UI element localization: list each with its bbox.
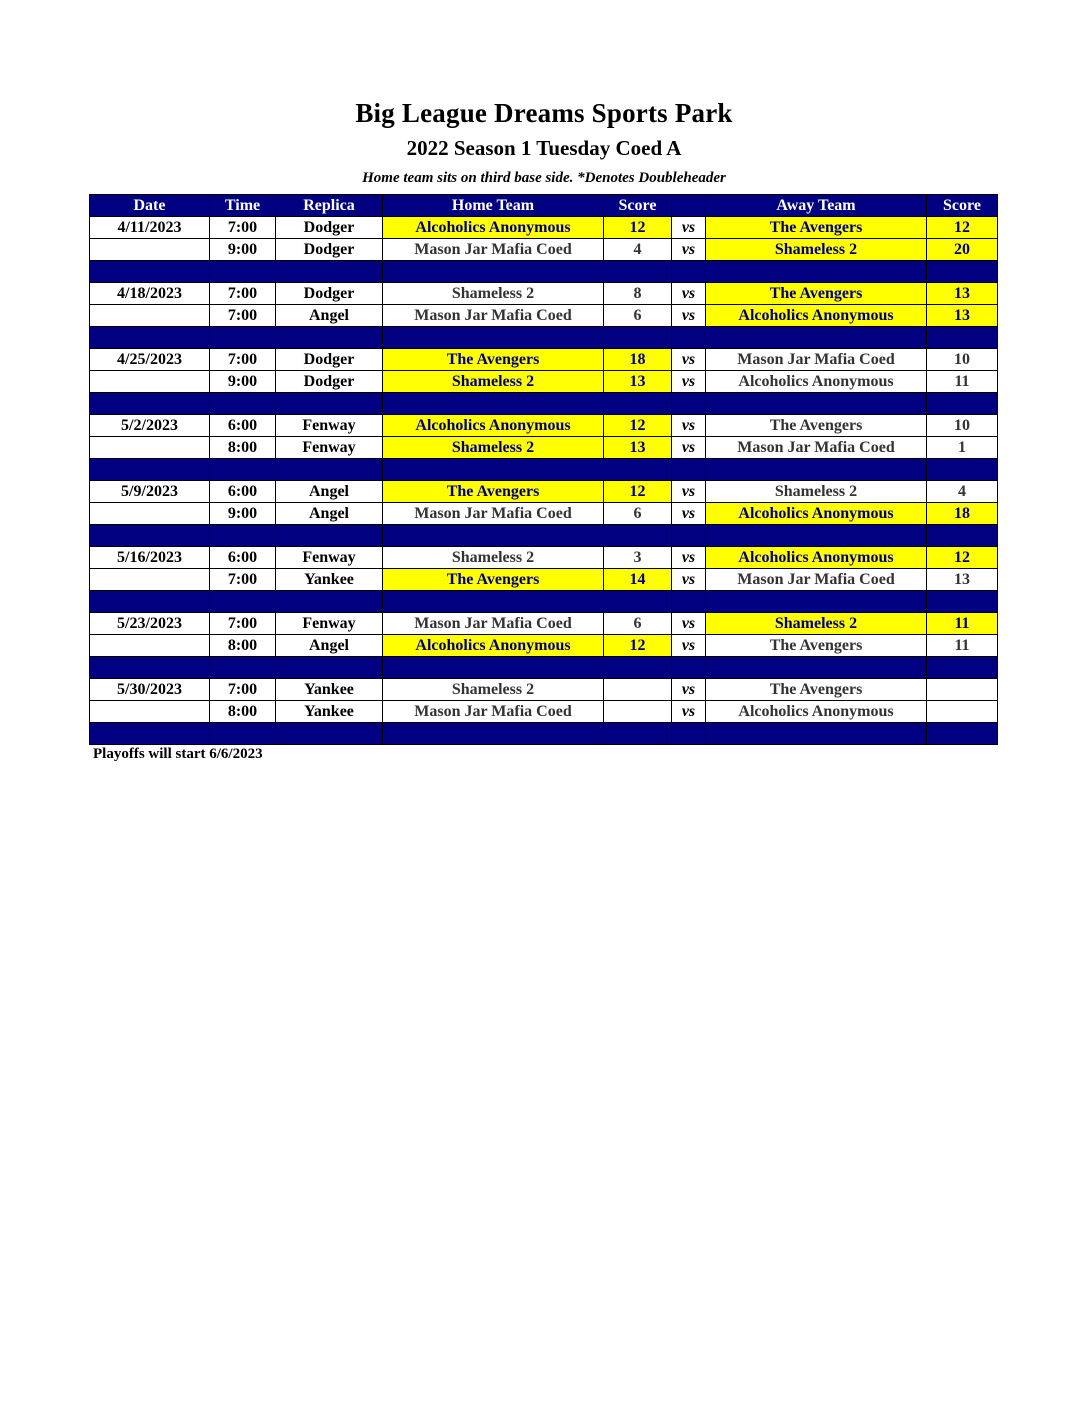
separator-cell — [383, 723, 604, 745]
date-cell — [90, 635, 210, 657]
separator-cell — [672, 657, 706, 679]
time-cell: 7:00 — [210, 217, 276, 239]
game-row — [90, 503, 998, 525]
week-separator-row — [90, 327, 998, 349]
away-score-cell: 4 — [927, 481, 998, 503]
separator-cell — [927, 723, 998, 745]
game-row — [90, 569, 998, 591]
date-cell: 5/23/2023 — [90, 613, 210, 635]
replica-cell: Yankee — [276, 701, 383, 723]
separator-cell — [276, 525, 383, 547]
home-score-cell: 14 — [604, 569, 672, 591]
away-score-cell — [927, 701, 998, 723]
home-team-cell: Alcoholics Anonymous — [383, 415, 604, 437]
vs-cell: vs — [672, 679, 706, 701]
separator-cell — [672, 591, 706, 613]
vs-cell: vs — [672, 569, 706, 591]
separator-cell — [672, 459, 706, 481]
replica-cell: Fenway — [276, 547, 383, 569]
home-team-cell: The Avengers — [383, 481, 604, 503]
separator-cell — [90, 459, 210, 481]
home-team-cell: Shameless 2 — [383, 283, 604, 305]
schedule-body — [90, 217, 998, 745]
away-team-cell: Alcoholics Anonymous — [706, 701, 927, 723]
separator-cell — [90, 591, 210, 613]
page-title: Big League Dreams Sports Park — [355, 98, 733, 128]
date-cell: 4/25/2023 — [90, 349, 210, 371]
date-cell — [90, 437, 210, 459]
replica-cell: Dodger — [276, 239, 383, 261]
separator-cell — [706, 327, 927, 349]
separator-cell — [604, 261, 672, 283]
home-score-cell: 12 — [604, 481, 672, 503]
home-score-cell — [604, 701, 672, 723]
away-score-cell: 11 — [927, 613, 998, 635]
game-row — [90, 679, 998, 701]
week-separator-row — [90, 657, 998, 679]
time-cell: 7:00 — [210, 569, 276, 591]
separator-cell — [706, 261, 927, 283]
home-score-cell: 13 — [604, 371, 672, 393]
separator-cell — [706, 525, 927, 547]
away-team-cell: The Avengers — [706, 415, 927, 437]
home-team-cell: Alcoholics Anonymous — [383, 635, 604, 657]
away-score-cell: 20 — [927, 239, 998, 261]
date-cell — [90, 701, 210, 723]
home-score-cell: 6 — [604, 613, 672, 635]
away-score-cell: 13 — [927, 283, 998, 305]
separator-cell — [90, 525, 210, 547]
game-row — [90, 437, 998, 459]
away-team-cell: Shameless 2 — [706, 481, 927, 503]
week-separator-row — [90, 591, 998, 613]
away-score-cell: 1 — [927, 437, 998, 459]
separator-cell — [604, 723, 672, 745]
away-team-cell: The Avengers — [706, 679, 927, 701]
separator-cell — [706, 393, 927, 415]
vs-cell: vs — [672, 349, 706, 371]
replica-cell: Fenway — [276, 415, 383, 437]
separator-cell — [383, 393, 604, 415]
away-team-cell: The Avengers — [706, 217, 927, 239]
game-row — [90, 635, 998, 657]
replica-cell: Yankee — [276, 569, 383, 591]
time-cell: 8:00 — [210, 437, 276, 459]
home-score-cell: 8 — [604, 283, 672, 305]
time-cell: 7:00 — [210, 679, 276, 701]
separator-cell — [672, 525, 706, 547]
date-cell: 5/30/2023 — [90, 679, 210, 701]
separator-cell — [604, 525, 672, 547]
separator-cell — [210, 657, 276, 679]
time-cell: 7:00 — [210, 349, 276, 371]
separator-cell — [276, 393, 383, 415]
vs-cell: vs — [672, 437, 706, 459]
separator-cell — [90, 327, 210, 349]
game-row — [90, 217, 998, 239]
time-cell: 7:00 — [210, 283, 276, 305]
game-row — [90, 481, 998, 503]
playoffs-note: Playoffs will start 6/6/2023 — [93, 746, 263, 762]
home-team-cell: Shameless 2 — [383, 371, 604, 393]
time-cell: 8:00 — [210, 635, 276, 657]
separator-cell — [210, 327, 276, 349]
home-team-cell: Mason Jar Mafia Coed — [383, 239, 604, 261]
home-score-cell: 18 — [604, 349, 672, 371]
separator-cell — [90, 657, 210, 679]
separator-cell — [706, 459, 927, 481]
away-score-cell: 11 — [927, 371, 998, 393]
separator-cell — [276, 327, 383, 349]
date-cell — [90, 239, 210, 261]
separator-cell — [276, 723, 383, 745]
home-score-cell: 12 — [604, 217, 672, 239]
time-cell: 7:00 — [210, 305, 276, 327]
game-row — [90, 415, 998, 437]
time-cell: 9:00 — [210, 239, 276, 261]
replica-cell: Yankee — [276, 679, 383, 701]
date-cell: 5/9/2023 — [90, 481, 210, 503]
replica-cell: Dodger — [276, 349, 383, 371]
separator-cell — [383, 261, 604, 283]
separator-cell — [210, 261, 276, 283]
separator-cell — [383, 459, 604, 481]
separator-cell — [927, 261, 998, 283]
vs-cell: vs — [672, 283, 706, 305]
separator-cell — [672, 261, 706, 283]
date-cell — [90, 371, 210, 393]
replica-cell: Dodger — [276, 371, 383, 393]
separator-cell — [927, 393, 998, 415]
separator-cell — [383, 525, 604, 547]
date-cell: 5/2/2023 — [90, 415, 210, 437]
away-score-cell: 10 — [927, 415, 998, 437]
vs-cell: vs — [672, 701, 706, 723]
separator-cell — [604, 657, 672, 679]
time-cell: 7:00 — [210, 613, 276, 635]
home-score-cell: 4 — [604, 239, 672, 261]
home-score-cell: 3 — [604, 547, 672, 569]
away-team-cell: Mason Jar Mafia Coed — [706, 349, 927, 371]
date-cell — [90, 569, 210, 591]
date-cell: 4/11/2023 — [90, 217, 210, 239]
schedule-note: Home team sits on third base side. *Denotes Doubleheader — [362, 170, 726, 186]
home-score-cell: 12 — [604, 415, 672, 437]
vs-cell: vs — [672, 481, 706, 503]
time-cell: 8:00 — [210, 701, 276, 723]
col-header-away-score: Score — [927, 195, 998, 217]
time-cell: 9:00 — [210, 371, 276, 393]
header-row — [90, 195, 998, 217]
time-cell: 6:00 — [210, 547, 276, 569]
separator-cell — [927, 327, 998, 349]
away-score-cell: 11 — [927, 635, 998, 657]
separator-cell — [90, 723, 210, 745]
replica-cell: Dodger — [276, 283, 383, 305]
home-team-cell: Mason Jar Mafia Coed — [383, 503, 604, 525]
separator-cell — [604, 327, 672, 349]
separator-cell — [927, 525, 998, 547]
game-row — [90, 349, 998, 371]
replica-cell: Angel — [276, 503, 383, 525]
game-row — [90, 283, 998, 305]
away-score-cell: 10 — [927, 349, 998, 371]
separator-cell — [383, 327, 604, 349]
vs-cell: vs — [672, 613, 706, 635]
separator-cell — [383, 657, 604, 679]
separator-cell — [706, 657, 927, 679]
separator-cell — [90, 393, 210, 415]
away-team-cell: Shameless 2 — [706, 239, 927, 261]
week-separator-row — [90, 525, 998, 547]
replica-cell: Fenway — [276, 613, 383, 635]
col-header-replica: Replica — [276, 195, 383, 217]
game-row — [90, 305, 998, 327]
away-score-cell: 18 — [927, 503, 998, 525]
page-subtitle: 2022 Season 1 Tuesday Coed A — [406, 136, 682, 160]
home-score-cell: 13 — [604, 437, 672, 459]
separator-cell — [210, 393, 276, 415]
away-score-cell: 13 — [927, 305, 998, 327]
separator-cell — [672, 393, 706, 415]
week-separator-row — [90, 261, 998, 283]
home-team-cell: Mason Jar Mafia Coed — [383, 613, 604, 635]
replica-cell: Dodger — [276, 217, 383, 239]
replica-cell: Angel — [276, 635, 383, 657]
separator-cell — [706, 591, 927, 613]
vs-cell: vs — [672, 305, 706, 327]
home-score-cell: 12 — [604, 635, 672, 657]
date-cell: 4/18/2023 — [90, 283, 210, 305]
schedule-table — [89, 194, 998, 745]
separator-cell — [383, 591, 604, 613]
game-row — [90, 547, 998, 569]
separator-cell — [276, 459, 383, 481]
home-score-cell: 6 — [604, 503, 672, 525]
vs-cell: vs — [672, 547, 706, 569]
away-team-cell: Mason Jar Mafia Coed — [706, 437, 927, 459]
away-team-cell: Alcoholics Anonymous — [706, 503, 927, 525]
home-score-cell — [604, 679, 672, 701]
replica-cell: Fenway — [276, 437, 383, 459]
away-score-cell: 13 — [927, 569, 998, 591]
vs-cell: vs — [672, 371, 706, 393]
vs-cell: vs — [672, 503, 706, 525]
col-header-home-score: Score — [604, 195, 672, 217]
week-separator-row — [90, 393, 998, 415]
home-team-cell: Alcoholics Anonymous — [383, 217, 604, 239]
away-team-cell: Alcoholics Anonymous — [706, 371, 927, 393]
date-cell — [90, 305, 210, 327]
col-header-away-team: Away Team — [706, 195, 927, 217]
home-team-cell: Mason Jar Mafia Coed — [383, 305, 604, 327]
separator-cell — [210, 591, 276, 613]
col-header-time: Time — [210, 195, 276, 217]
separator-cell — [276, 261, 383, 283]
separator-cell — [210, 723, 276, 745]
separator-cell — [90, 261, 210, 283]
home-team-cell: The Avengers — [383, 349, 604, 371]
separator-cell — [604, 591, 672, 613]
vs-cell: vs — [672, 635, 706, 657]
away-team-cell: Alcoholics Anonymous — [706, 305, 927, 327]
home-score-cell: 6 — [604, 305, 672, 327]
home-team-cell: Shameless 2 — [383, 547, 604, 569]
vs-cell: vs — [672, 415, 706, 437]
vs-cell: vs — [672, 239, 706, 261]
home-team-cell: Mason Jar Mafia Coed — [383, 701, 604, 723]
away-team-cell: The Avengers — [706, 283, 927, 305]
separator-cell — [604, 393, 672, 415]
separator-cell — [276, 657, 383, 679]
separator-cell — [706, 723, 927, 745]
away-team-cell: Mason Jar Mafia Coed — [706, 569, 927, 591]
week-separator-row — [90, 459, 998, 481]
replica-cell: Angel — [276, 305, 383, 327]
vs-cell: vs — [672, 217, 706, 239]
time-cell: 6:00 — [210, 481, 276, 503]
time-cell: 6:00 — [210, 415, 276, 437]
separator-cell — [276, 591, 383, 613]
week-separator-row — [90, 723, 998, 745]
col-header-home-team: Home Team — [383, 195, 604, 217]
separator-cell — [672, 327, 706, 349]
game-row — [90, 613, 998, 635]
separator-cell — [604, 459, 672, 481]
game-row — [90, 701, 998, 723]
home-team-cell: The Avengers — [383, 569, 604, 591]
col-header-date: Date — [90, 195, 210, 217]
separator-cell — [210, 459, 276, 481]
date-cell — [90, 503, 210, 525]
game-row — [90, 239, 998, 261]
away-score-cell: 12 — [927, 217, 998, 239]
away-score-cell — [927, 679, 998, 701]
separator-cell — [927, 591, 998, 613]
away-team-cell: The Avengers — [706, 635, 927, 657]
away-score-cell: 12 — [927, 547, 998, 569]
game-row — [90, 371, 998, 393]
col-header-vs — [672, 195, 706, 217]
home-team-cell: Shameless 2 — [383, 679, 604, 701]
away-team-cell: Alcoholics Anonymous — [706, 547, 927, 569]
home-team-cell: Shameless 2 — [383, 437, 604, 459]
date-cell: 5/16/2023 — [90, 547, 210, 569]
replica-cell: Angel — [276, 481, 383, 503]
separator-cell — [927, 657, 998, 679]
separator-cell — [927, 459, 998, 481]
separator-cell — [672, 723, 706, 745]
time-cell: 9:00 — [210, 503, 276, 525]
separator-cell — [210, 525, 276, 547]
away-team-cell: Shameless 2 — [706, 613, 927, 635]
